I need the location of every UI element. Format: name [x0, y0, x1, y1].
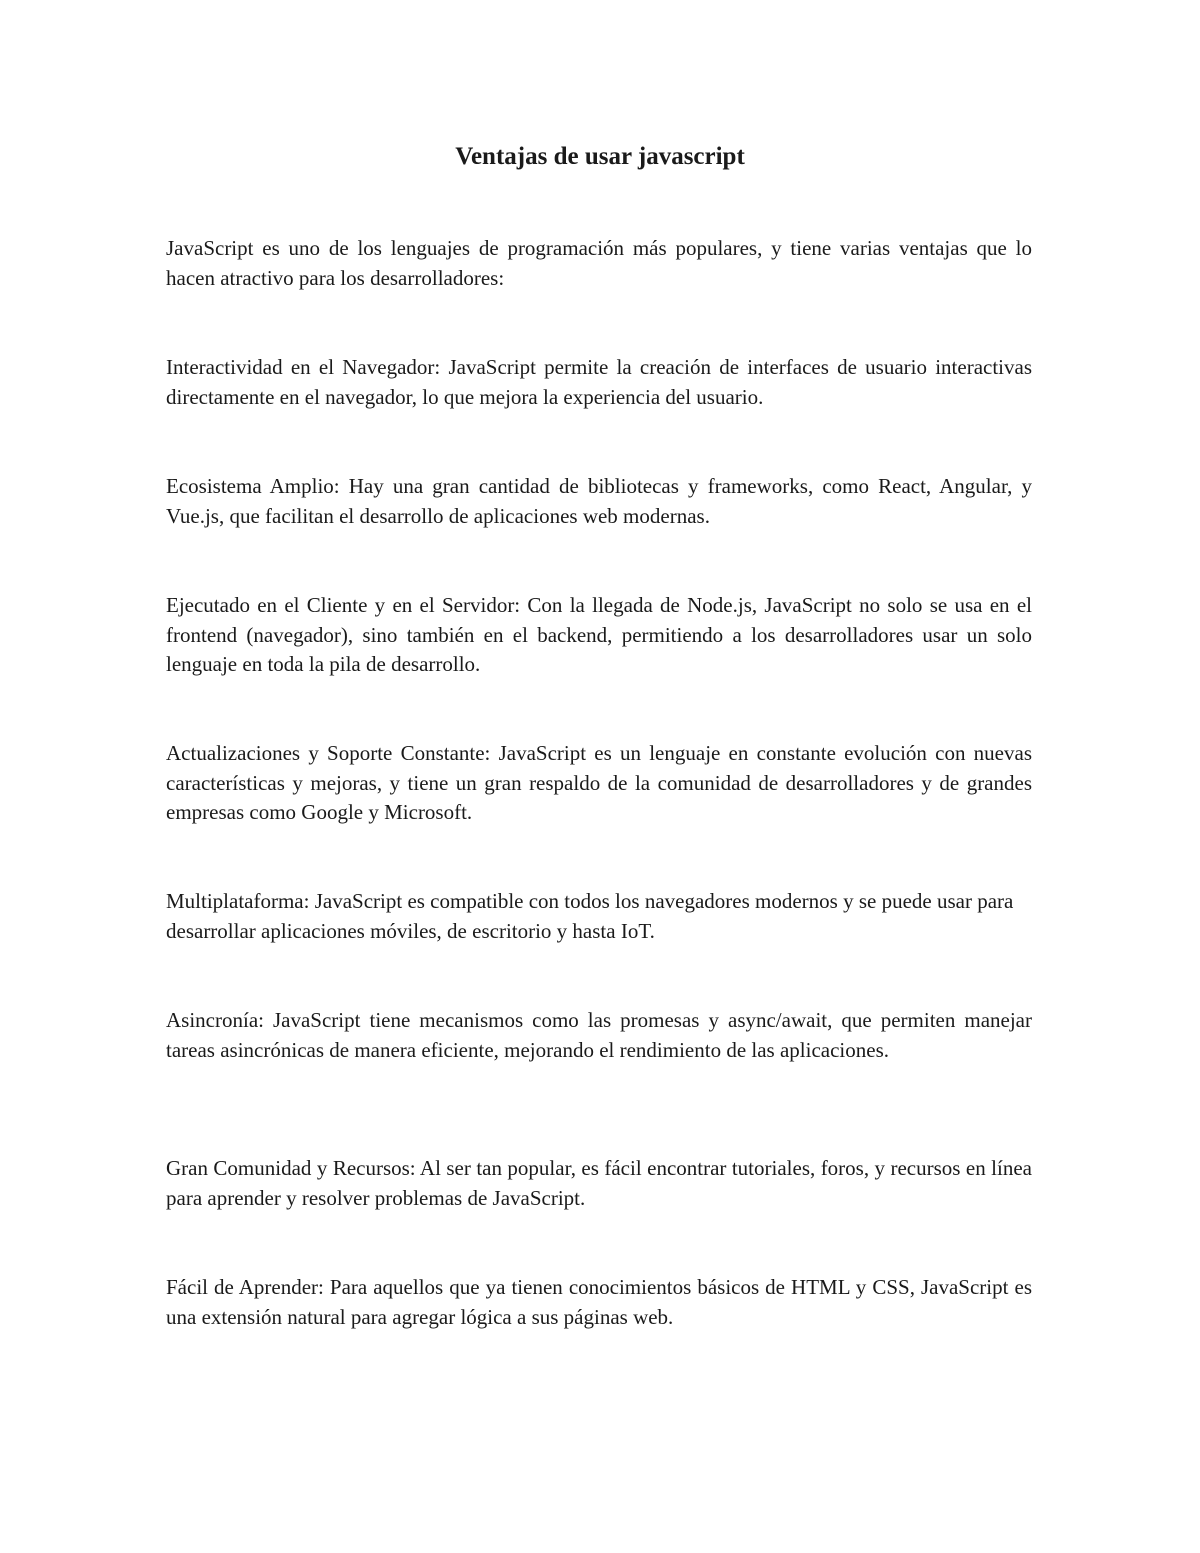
paragraph-interactividad: Interactividad en el Navegador: JavaScript permite la creación de interfaces de usuario interactivas directamente en el navegador, lo que mejora la experiencia del usuario. [166, 355, 1032, 409]
paragraph-facil-aprender: Fácil de Aprender: Para aquellos que ya tienen conocimientos básicos de HTML y CSS, JavaScript es una extensión natural para agregar lógica a sus páginas web. [166, 1275, 1032, 1329]
paragraph-comunidad: Gran Comunidad y Recursos: Al ser tan popular, es fácil encontrar tutoriales, foros, y recursos en línea para aprender y resolver problemas de JavaScript. [166, 1156, 1032, 1210]
paragraph-asincronia: Asincronía: JavaScript tiene mecanismos como las promesas y async/await, que permiten manejar tareas asincrónicas de manera eficiente, mejorando el rendimiento de las aplicaciones. [166, 1008, 1032, 1062]
document-title: Ventajas de usar javascript [455, 143, 745, 170]
paragraph-actualizaciones: Actualizaciones y Soporte Constante: JavaScript es un lenguaje en constante evolución con nuevas características y mejoras, y tiene un gran respaldo de la comunidad de desarrolladores y de grandes empresas como Google y Microsoft. [166, 741, 1032, 824]
paragraph-ecosistema: Ecosistema Amplio: Hay una gran cantidad de bibliotecas y frameworks, como React, Angular, y Vue.js, que facilitan el desarrollo de aplicaciones web modernas. [166, 474, 1032, 528]
paragraph-cliente-servidor: Ejecutado en el Cliente y en el Servidor: Con la llegada de Node.js, JavaScript no solo se usa en el frontend (navegador), sino también en el backend, permitiendo a los desarrolladores usar un solo lenguaje en toda la pila de desarrollo. [166, 593, 1032, 676]
intro-paragraph: JavaScript es uno de los lenguajes de programación más populares, y tiene varias ventajas que lo hacen atractivo para los desarrolladores: [166, 236, 1032, 290]
paragraph-multiplataforma: Multiplataforma: JavaScript es compatible con todos los navegadores modernos y se puede usar para desarrollar aplicaciones móviles, de escritorio y hasta IoT. [166, 889, 1014, 943]
